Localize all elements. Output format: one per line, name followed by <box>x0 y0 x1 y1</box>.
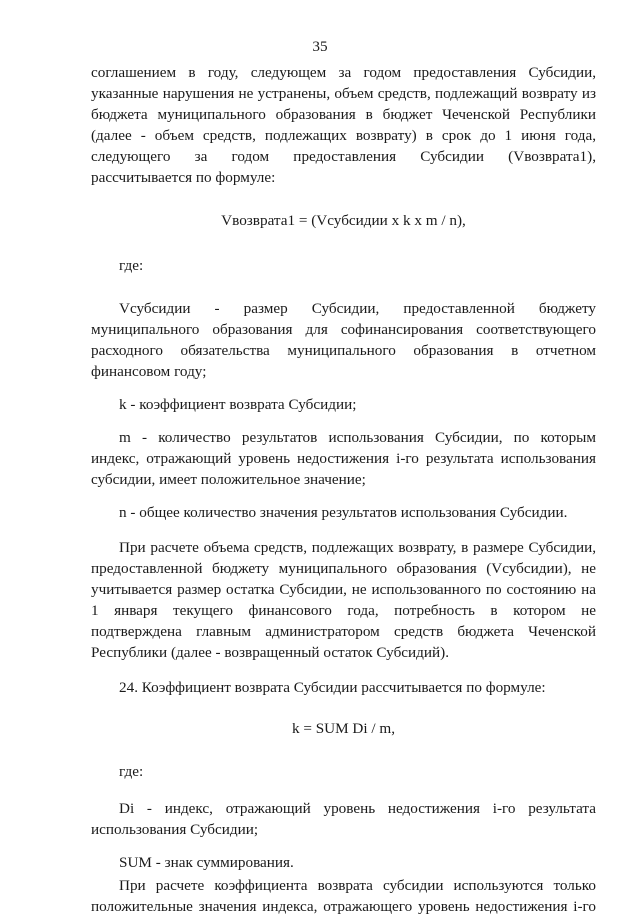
definition-sum: SUM - знак суммирования. <box>119 854 294 871</box>
page-content <box>91 62 596 917</box>
formula-refund-volume: Vвозврата1 = (Vсубсидии x k x m / n), <box>221 212 466 229</box>
where-label-1: где: <box>119 257 144 274</box>
definition-m: m - количество результатов использования Субсидии, по которым индекс, отражающий уровень недостижения i-го результата использования субсидии, имеет положительное значение; <box>91 429 596 488</box>
definition-vsubsidy: Vсубсидии - размер Субсидии, предоставленной бюджету муниципального образования для софинансирования соответствующего расходного обязательства муниципального образования в отчетном финансовом году; <box>91 300 596 380</box>
where-label-2: где: <box>119 763 144 780</box>
definition-k: k - коэффициент возврата Субсидии; <box>119 396 357 413</box>
paragraph-item-24: 24. Коэффициент возврата Субсидии рассчитывается по формуле: <box>119 679 546 696</box>
formula-coefficient: k = SUM Di / m, <box>291 720 396 737</box>
definition-di: Di - индекс, отражающий уровень недостижения i-го результата использования Субсидии; <box>91 800 596 838</box>
paragraph-calculation: При расчете объема средств, подлежащих возврату, в размере Субсидии, предоставленной бюджету муниципального образования (Vсубсидии), не учитывается размер остатка Субсидии, не использованного по состоянию на 1 января текущего финансового года, потребность в котором не подтверждена главным администратором средств бюджета Чеченской Республики (далее - возвращенный остаток Субсидий). <box>91 539 596 661</box>
page-number: 35 <box>312 38 328 55</box>
paragraph-intro: соглашением в году, следующем за годом предоставления Субсидии, указанные нарушения не устранены, объем средств, подлежащий возврату из бюджета муниципального образования в бюджет Чеченской Республики (далее - объем средств, подлежащих возврату) в срок до 1 июня года, следующего за годом предоставления Субсидии (Vвозврата1), рассчитывается по формуле: <box>91 64 596 186</box>
paragraph-last: При расчете коэффициента возврата субсидии используются только положительные значения индекса, отражающего уровень недостижения i-го <box>91 877 596 915</box>
definition-n: n - общее количество значения результатов использования Субсидии. <box>119 504 568 521</box>
